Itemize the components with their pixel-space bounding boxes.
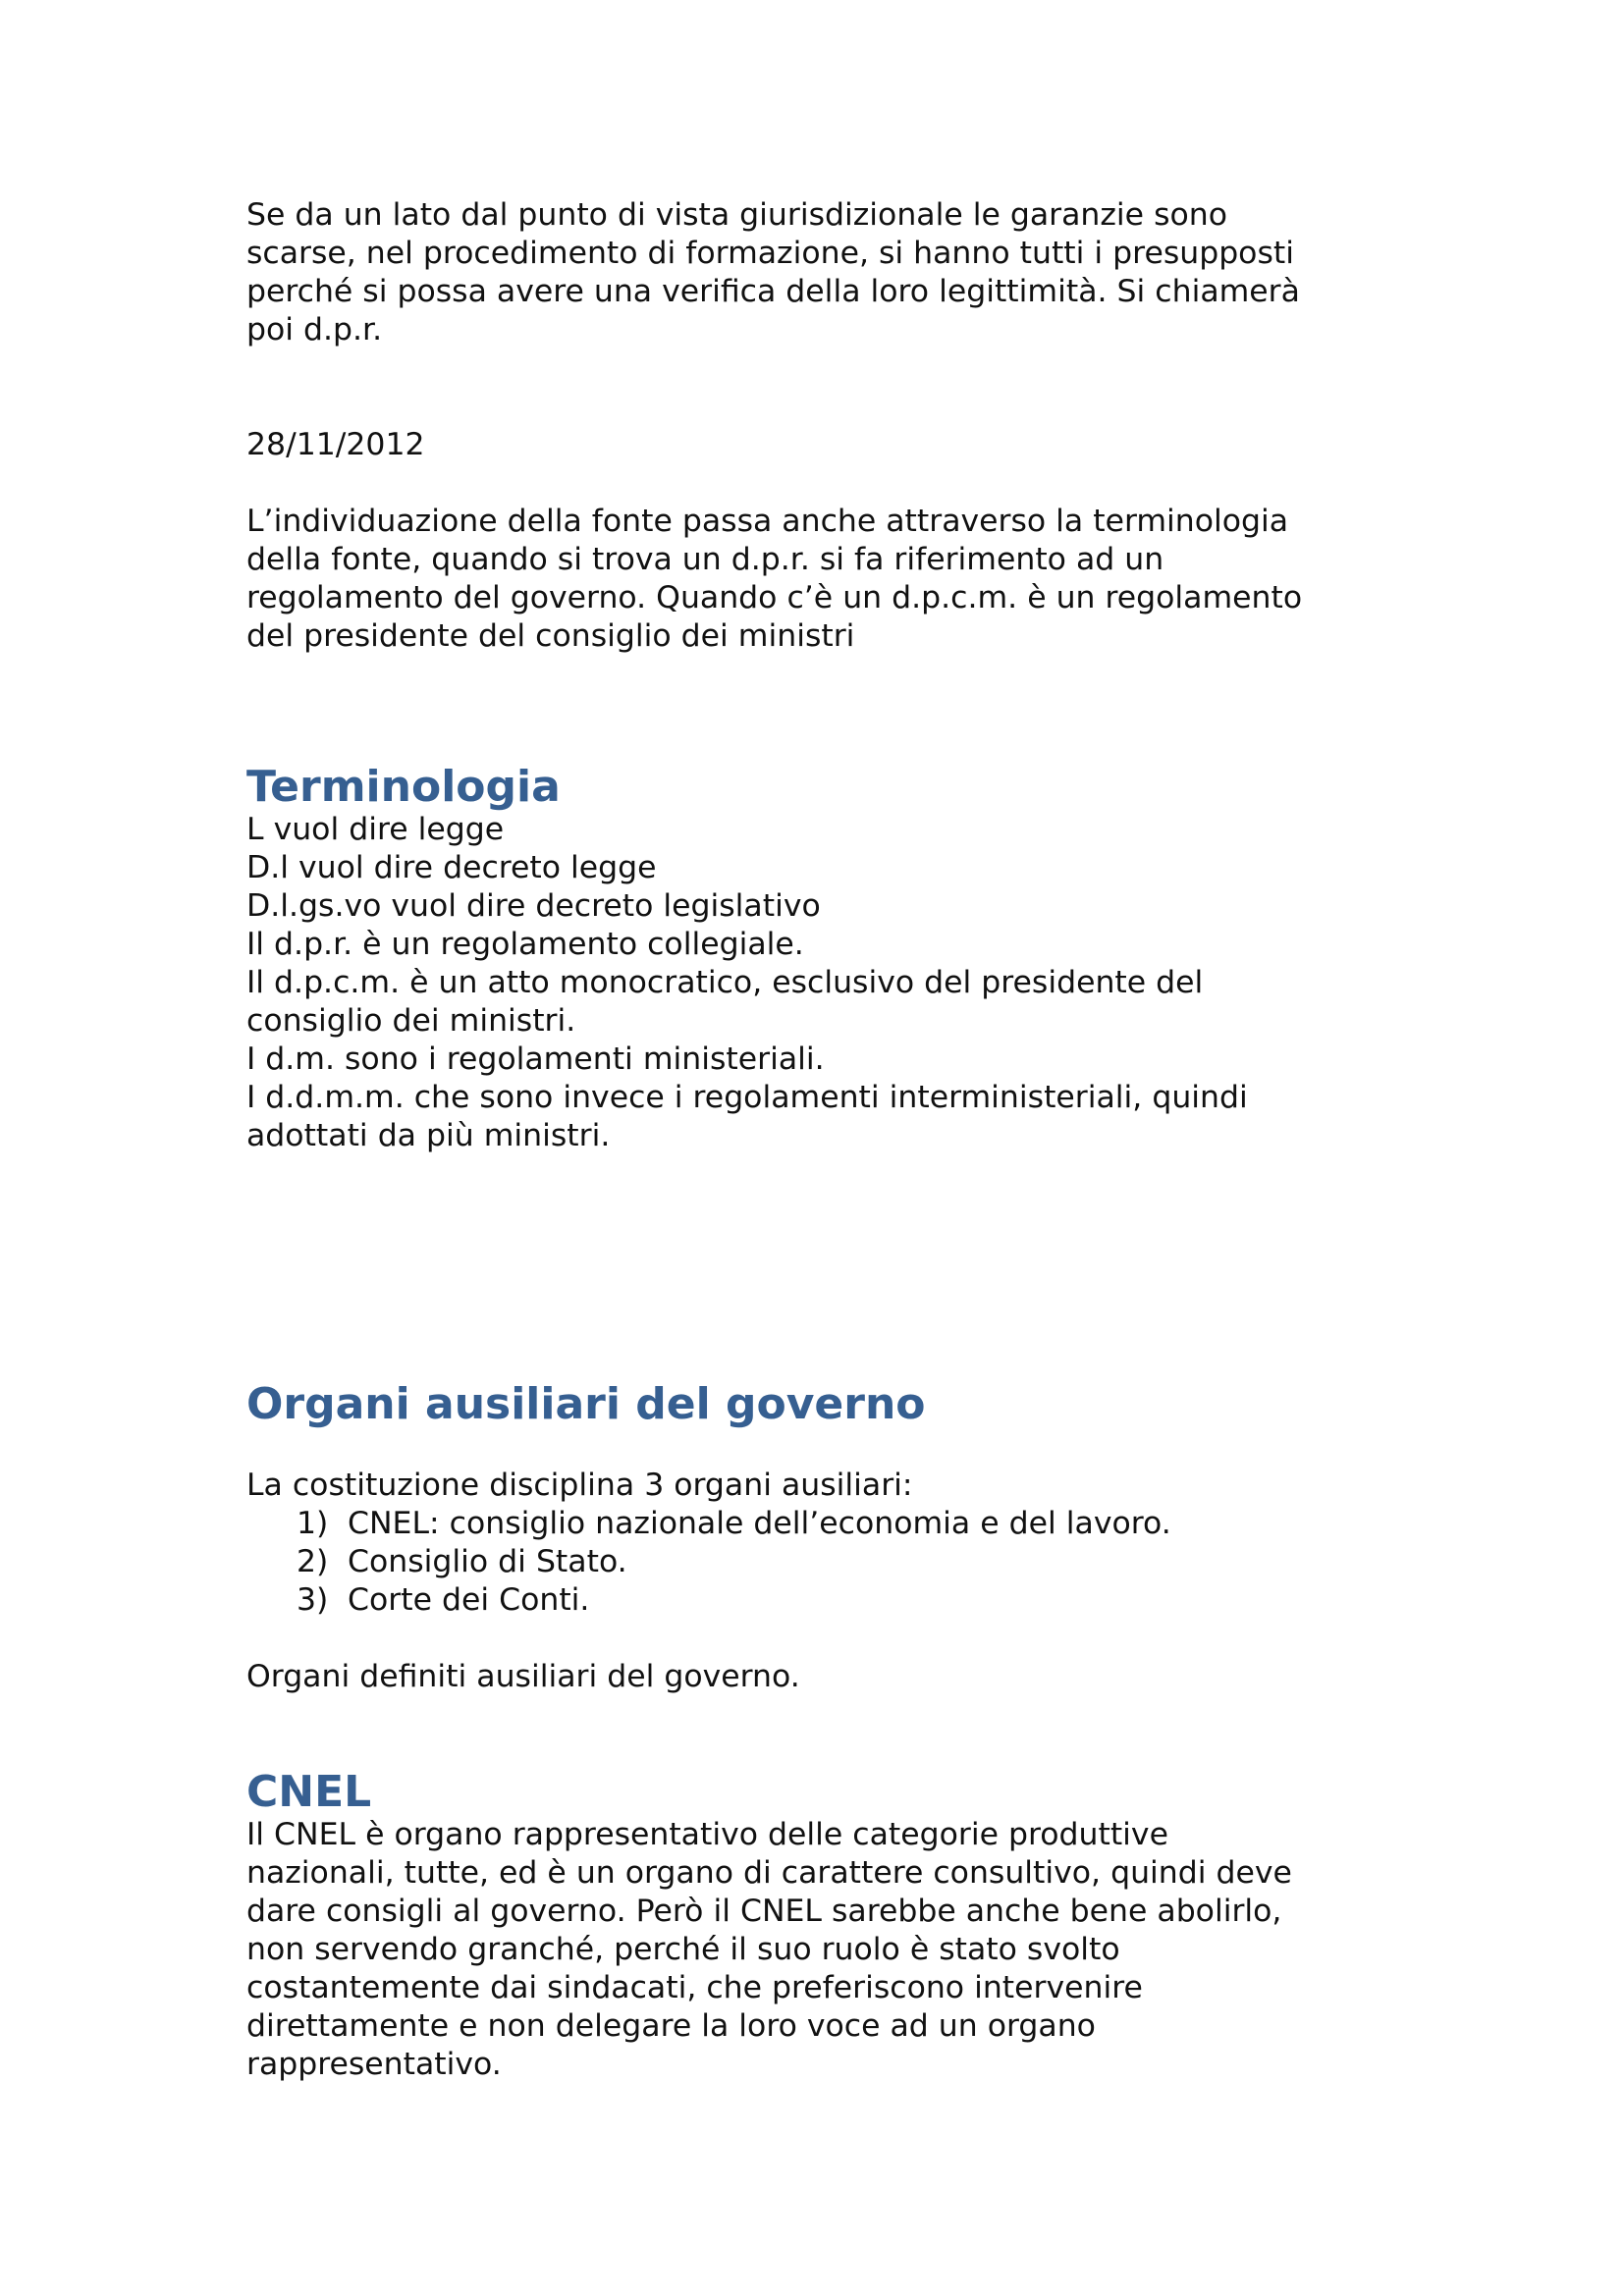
cnel-line: dare consigli al governo. Però il CNEL sarebbe anche bene abolirlo, [246, 1894, 1282, 1929]
organi-intro: La costituzione disciplina 3 organi ausiliari: [246, 1468, 913, 1503]
list-item [297, 1543, 627, 1581]
lecture-date: 28/11/2012 [246, 427, 425, 462]
terminologia-line: adottati da più ministri. [246, 1118, 611, 1153]
heading-terminologia: Terminologia [246, 762, 561, 812]
cnel-line: costantemente dai sindacati, che preferiscono intervenire [246, 1970, 1143, 2005]
terminologia-line: Il d.p.r. è un regolamento collegiale. [246, 927, 804, 962]
list-item-number: 3) [297, 1582, 329, 1618]
cnel-line: rappresentativo. [246, 2047, 502, 2082]
cnel-line: non servendo granché, perché il suo ruolo è stato svolto [246, 1932, 1120, 1967]
terminologia-line: I d.m. sono i regolamenti ministeriali. [246, 1041, 825, 1077]
list-item-text: CNEL: consiglio nazionale dell’economia e del lavoro. [348, 1506, 1171, 1541]
fonte-line: L’individuazione della fonte passa anche attraverso la terminologia [246, 504, 1289, 539]
intro-line: perché si possa avere una verifica della loro legittimità. Si chiamerà [246, 274, 1300, 309]
fonte-line: regolamento del governo. Quando c’è un d.p.c.m. è un regolamento [246, 580, 1303, 615]
cnel-line: nazionali, tutte, ed è un organo di carattere consultivo, quindi deve [246, 1855, 1292, 1891]
organi-closing: Organi definiti ausiliari del governo. [246, 1659, 800, 1694]
list-item-number: 1) [297, 1506, 329, 1541]
fonte-line: della fonte, quando si trova un d.p.r. si fa riferimento ad un [246, 542, 1164, 577]
heading-cnel: CNEL [246, 1767, 372, 1817]
intro-paragraph [246, 196, 1415, 349]
terminologia-line: D.l.gs.vo vuol dire decreto legislativo [246, 888, 821, 924]
terminologia-line: D.l vuol dire decreto legge [246, 850, 657, 885]
terminologia-line: I d.d.m.m. che sono invece i regolamenti interministeriali, quindi [246, 1080, 1248, 1115]
intro-line: scarse, nel procedimento di formazione, si hanno tutti i presupposti [246, 236, 1294, 271]
intro-line: poi d.p.r. [246, 312, 383, 347]
cnel-line: direttamente e non delegare la loro voce ad un organo [246, 2008, 1096, 2044]
terminologia-list [246, 811, 1415, 1155]
fonte-paragraph [246, 503, 1415, 656]
list-item-text: Consiglio di Stato. [348, 1544, 627, 1579]
fonte-line: del presidente del consiglio dei ministri [246, 618, 855, 654]
cnel-paragraph [246, 1816, 1415, 2084]
list-item-text: Corte dei Conti. [348, 1582, 590, 1618]
list-item-number: 2) [297, 1544, 329, 1579]
heading-organi-ausiliari: Organi ausiliari del governo [246, 1379, 926, 1429]
terminologia-line: consiglio dei ministri. [246, 1003, 576, 1039]
terminologia-line: L vuol dire legge [246, 812, 505, 847]
list-item [297, 1505, 1171, 1543]
cnel-line: Il CNEL è organo rappresentativo delle categorie produttive [246, 1817, 1168, 1852]
terminologia-line: Il d.p.c.m. è un atto monocratico, esclusivo del presidente del [246, 965, 1204, 1000]
intro-line: Se da un lato dal punto di vista giurisdizionale le garanzie sono [246, 197, 1227, 233]
list-item [297, 1581, 589, 1620]
